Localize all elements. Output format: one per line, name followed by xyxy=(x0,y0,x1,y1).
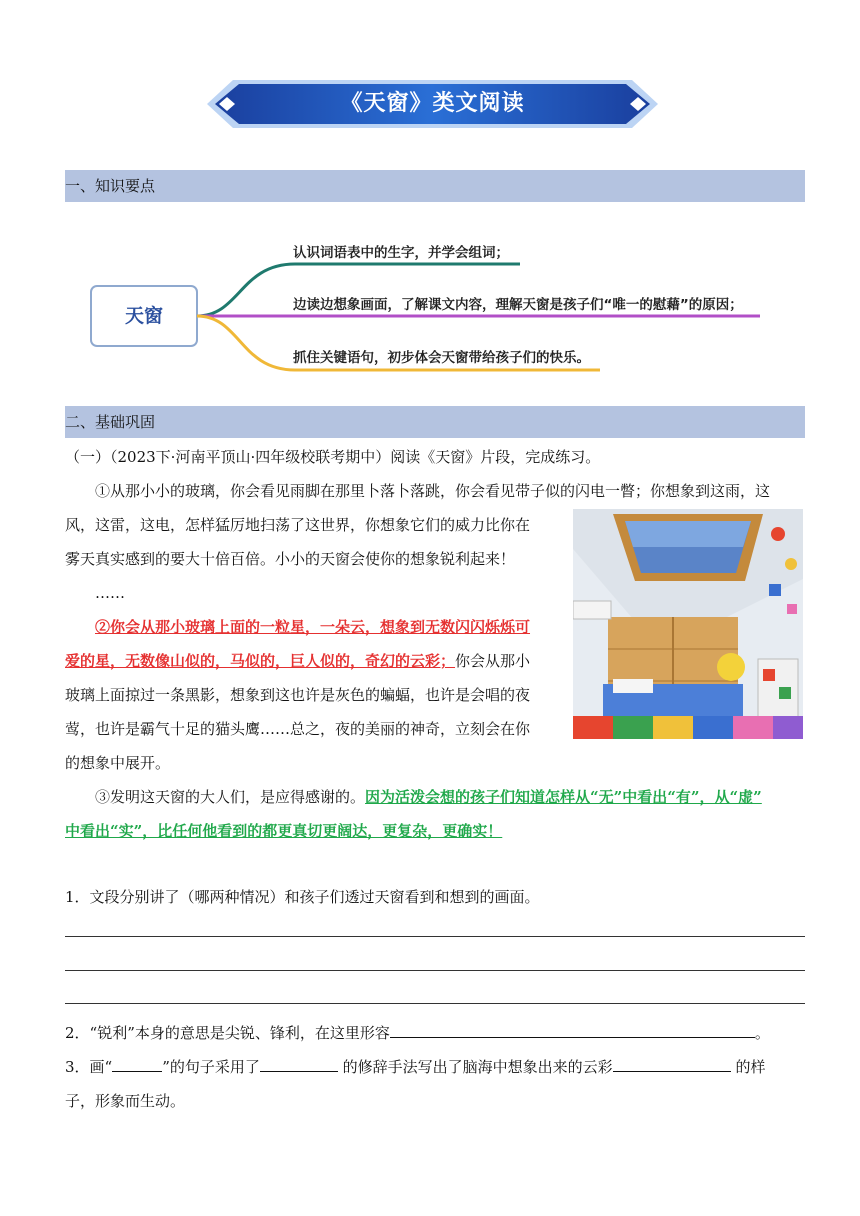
question-2-blank[interactable] xyxy=(390,1019,755,1038)
question-2 xyxy=(65,1016,770,1050)
question-3-blank-1[interactable] xyxy=(112,1053,162,1072)
mind-map-branch-label-1: 认识词语表中的生字，并学会组词； xyxy=(293,245,509,261)
passage-p2-line5: 的想象中展开。 xyxy=(65,754,171,772)
section-heading-basics: 二、基础巩固 xyxy=(65,413,156,431)
mind-map-branch-label-2: 边读边想象画面，了解课文内容，理解天窗是孩子们“唯一的慰藉”的原因； xyxy=(293,297,743,313)
question-3-part-a: 3．画“ xyxy=(65,1058,113,1076)
question-3 xyxy=(65,1050,765,1084)
section-bar-basics xyxy=(65,406,805,438)
passage-p2-line3: 玻璃上面掠过一条黑影，想象到这也许是灰色的蝙蝠，也许是会唱的夜 xyxy=(65,686,531,704)
passage-p3-text: ③发明这天窗的大人们，是应得感谢的。 xyxy=(95,788,366,806)
question-1: 1．文段分别讲了（哪两种情况）和孩子们透过天窗看到和想到的画面。 xyxy=(65,888,540,906)
passage-p2-line2 xyxy=(65,644,530,678)
passage-p3-highlight-line1: 因为活泼会想的孩子们知道怎样从“无”中看出“有”，从“虚” xyxy=(365,788,762,806)
skylight-room-photo xyxy=(573,509,803,739)
mind-map-branch-label-3: 抓住关键语句，初步体会天窗带给孩子们的快乐。 xyxy=(293,350,590,366)
passage-p3-line1 xyxy=(95,780,762,814)
page-title: 《天窗》类文阅读 xyxy=(340,91,525,116)
answer-line-3[interactable] xyxy=(65,1003,805,1004)
question-2-text: 2．“锐利”本身的意思是尖锐、锋利，在这里形容 xyxy=(65,1024,390,1042)
mind-map-center-label: 天窗 xyxy=(124,305,163,327)
question-3-blank-2[interactable] xyxy=(260,1053,338,1072)
passage-p2-line4: 莺，也许是霸气十足的猫头鹰……总之，夜的美丽的神奇，立刻会在你 xyxy=(65,720,531,738)
passage-p1-line1: ①从那小小的玻璃，你会看见雨脚在那里卜落卜落跳，你会看见带子似的闪电一瞥；你想象到这雨，这 xyxy=(95,482,771,500)
section-heading-knowledge: 一、知识要点 xyxy=(65,177,156,195)
passage-p3-highlight-line2: 中看出“实”，比任何他看到的都更真切更阔达，更复杂，更确实！ xyxy=(65,822,503,840)
answer-line-2[interactable] xyxy=(65,970,805,971)
question-3-line2: 子，形象而生动。 xyxy=(65,1092,186,1110)
passage-p1-line2: 风，这雷，这电，怎样猛厉地扫荡了这世界，你想象它们的威力比你在 xyxy=(65,516,531,534)
exercise-heading: （一）（2023下·河南平顶山·四年级校联考期中）阅读《天窗》片段，完成练习。 xyxy=(65,448,601,466)
question-3-part-d: 的样 xyxy=(730,1058,766,1076)
passage-p2-highlight-line1: ②你会从那小玻璃上面的一粒星，一朵云，想象到无数闪闪烁烁可 xyxy=(95,618,531,636)
passage-ellipsis: …… xyxy=(95,584,125,602)
question-3-part-b: ”的句子采用了 xyxy=(162,1058,260,1076)
passage-p1-line3: 雾天真实感到的要大十倍百倍。小小的天窗会使你的想象锐利起来！ xyxy=(65,550,516,568)
answer-line-1[interactable] xyxy=(65,936,805,937)
section-bar-knowledge xyxy=(65,170,805,202)
passage-p2-line2-rest: 你会从那小 xyxy=(455,652,531,670)
question-3-part-c: 的修辞手法写出了脑海中想象出来的云彩 xyxy=(337,1058,613,1076)
passage-p2-highlight-line2: 爱的星，无数像山似的，马似的，巨人似的，奇幻的云彩； xyxy=(65,652,456,670)
question-2-suffix: 。 xyxy=(754,1024,770,1042)
question-3-blank-3[interactable] xyxy=(613,1053,731,1072)
